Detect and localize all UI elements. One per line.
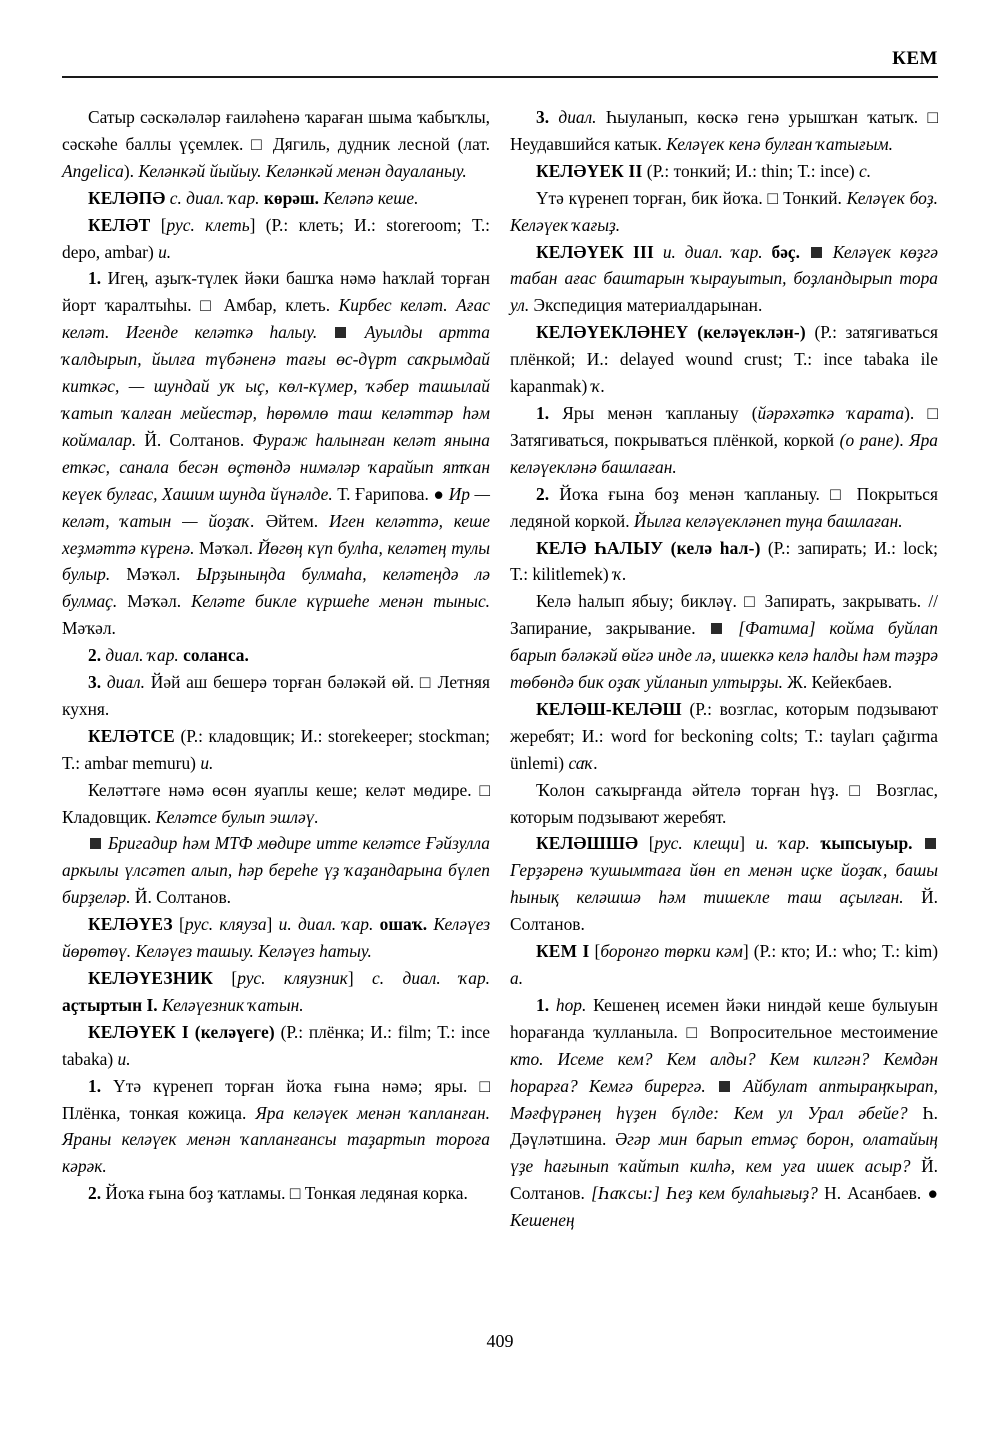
entry-block-kelauek1-2: 2. Йоҡа ғына боҙ ҡатламы. □ Тонкая ледяная корка.	[88, 1183, 468, 1204]
entry-block-kelash-kelash-body: Ҡолон саҡырғанда әйтелә торған һүҙ. □ Возглас, которым подзывают жеребят.	[510, 779, 938, 827]
entry-block-kelashsha: КЕЛӘШШӘ [рус. клещи] и. ҡар. ҡыпсыуыр. Герҙәренә ҡушымтаға йөн еп менән иҫке йоҙаҡ, башы һынық келәшшә һәм тишекле таш аҫылған. Й. Солтанов.	[510, 833, 938, 935]
folio	[0, 1330, 1000, 1352]
entry-block-kelat-3: 3. диал. Йәй аш бешерә торған бәләкәй өй. □ Летняя кухня.	[62, 672, 490, 719]
entry-block-kelatse-head: КЕЛӘТСЕ (Р.: кладовщик; И.: storekeeper; stockman; Т.: ambar memuru) и.	[62, 725, 490, 773]
entry-block-kelauek2-body: Үтә күренеп торған, бик йоҡа. □ Тонкий. Келәүек боҙ. Келәүек ҡағыҙ.	[510, 187, 938, 235]
entry-block-kelankay-tail: Сатыр сәскәләләр ғаиләһенә ҡараған шыма ҡабыҡлы, сәскәһе баллы үҫемлек. □ Дягиль, дудник лесной (лат. Angelica). Келәнкәй йыйыу. Келәнкәй менән дауаланыу.	[62, 107, 491, 181]
entry-block-kem1-1: 1. һор. Кешенең исемен йәки ниндәй кеше булыуын һорағанда ҡулланыла. □ Вопросительное местоимение кто. Исеме кем? Кем алды? Кем килгән? Кемдән һорарға? Кемгә бирергә. Айбулат аптыраңҡырап, Мәғфүрәнең һүҙен бүлде: Кем ул Урал әбейе? Һ. Дәүләтшина. Әгәр мин барып етмәҫ борон, олатайың үҙе һағынып ҡайтып килһә, кем уға ишек асыр? Й. Солтанов. [Һаҡсы:] Һеҙ кем булаһығыҙ? Н. Асанбаев. ● Кешенең	[510, 994, 939, 1231]
running-head: КЕМ	[892, 48, 938, 69]
entry-block-kelat-head: КЕЛӘТ [рус. клеть] (Р.: клеть; И.: storeroom; Т.: depo, ambar) и.	[62, 214, 491, 262]
text-columns	[62, 104, 938, 1234]
entry-block-kem1-head: КЕМ I [боронғо төрки кәм] (Р.: кто; И.: who; Т.: kim) а.	[510, 941, 939, 988]
entry-block-kelatse-cite: Бригадир һәм МТФ мөдире итте келәтсе Ғәйзулла аркылы үлсәтеп алып, һәр береһе үҙ ҡаҙандарына бүлеп бирҙеләр. Й. Солтанов.	[62, 833, 490, 908]
entry-block-kelaueklanau-2: 2. Йоҡа ғына боҙ менән ҡапланыу. □ Покрыться ледяной коркой. Йылға келәүекләнеп туңа башлаған.	[510, 483, 938, 531]
entry-block-kelauez: КЕЛӘҮЕЗ [рус. кляуза] и. диал. ҡар. ошаҡ. Келәүез йөрөтөү. Келәүез ташыу. Келәүез һатыу.	[62, 914, 491, 962]
entry-block-kelauek1-1: 1. Үтә күренеп торған йоҡа ғына нәмә; яры. □ Плёнка, тонкая кожица. Яра келәүек менән ҡапланған. Яраны келәүек менән ҡапланғансы таҙартып тороға кәрәк.	[62, 1075, 490, 1177]
entry-block-kelash-kelash-head: КЕЛӘШ-КЕЛӘШ (Р.: возглас, которым подзывают жеребят; И.: word for beckoning colts; Т.: tayları çağırma ünlemi) саҡ.	[510, 698, 938, 773]
entry-block-kelauek1-head: КЕЛӘҮЕК I (келәүеге) (Р.: плёнка; И.: film; Т.: ince tabaka) и.	[62, 1021, 490, 1069]
entry-block-kelatse-body: Келәттәге нәмә өсөн яуаплы кеше; келәт мөдире. □ Кладовщик. Келәтсе булып эшләү.	[62, 779, 490, 827]
entry-block-kelat-1: 1. Игең, аҙыҡ-түлек йәки башҡа нәмә һаҡлай торған йорт ҡаралтыһы. □ Амбар, клеть. Кирбес келәт. Ағас келәт. Игенде келәткә һалыу. Ауылды артта ҡалдырып, йылға түбәненә тағы өс-дүрт саҡрымдай киткәс, — шундай уҡ ыҫ, көл-күмер, ҡәбер ташылай ҡатып ҡалған мейестәр, һөрөмлө таш келәттәр һәм коймалар. Й. Солтанов. Фураж һалынған келәт янына еткәс, санала бесән өҫтөндә нимәләр ҡарайып ятҡан кеүек булғас, Хашим шунда йүнәлде. Т. Ғарипова. ● Ир — келәт, ҡатын — йоҙаҡ. Әйтем. Иген келәттә, кеше хеҙмәттә күренә. Мәҡәл. Йөгөң күп булһа, келәтең тулы булыр. Мәҡәл. Ырҙыныңда булмаһа, келәтеңдә лә булмаҫ. Мәҡәл. Келәте бикле күршеһе менән тыныс. Мәҡәл.	[62, 268, 491, 639]
entry-block-kela-halyu-body: Келә һалып ябыу; бикләү. □ Запирать, закрывать. // Запирание, закрывание. [Фатима] койма буйлап барып бәләкәй өйгә инде лә, ишеккә келә һалды һәм тәҙрә төбөндә бик оҙаҡ уйланып ултырҙы. Ж. Кейекбаев.	[510, 591, 939, 693]
entry-block-kelaueklanau-1: 1. Яры менән ҡапланыу (йәрәхәткә ҡарата). □ Затягиваться, покрываться плёнкой, коркой (о ране). Яра келәүекләнә башлаған.	[510, 402, 938, 477]
entry-block-kelauek2-head: КЕЛӘҮЕК II (Р.: тонкий; И.: thin; Т.: ince) с.	[536, 160, 872, 181]
entry-block-kelat-2: 2. диал. ҡар. соланса.	[88, 645, 249, 666]
page-number: 409	[486, 1331, 514, 1351]
left-column	[62, 104, 490, 1234]
entry-block-kelaueklanau-head: КЕЛӘҮЕКЛӘНЕҮ (келәүеклән-) (Р.: затягиваться плёнкой; И.: delayed wound crust; Т.: ince tabaka ile kapanmak) ҡ.	[510, 322, 938, 397]
entry-block-kelauek1-3: 3. диал. Һыуланып, көскә генә урышҡан ҡатыҡ. □ Неудавшийся катык. Келәүек кенә булған ҡатығым.	[510, 107, 938, 154]
header-rule	[62, 76, 938, 78]
right-column	[510, 104, 938, 1234]
page-header	[62, 48, 938, 88]
entry-block-kelauek3: КЕЛӘҮЕК III и. диал. ҡар. бәҫ. Келәүек көҙгә табан ағас баштарын ҡырауытып, боҙландырып тора ул. Экспедиция материалдарынан.	[510, 241, 938, 316]
entry-block-kelaueznik: КЕЛӘҮЕЗНИК [рус. кляузник] с. диал. ҡар. аҫтыртын I. Келәүезник ҡатын.	[62, 968, 491, 1015]
entry-block-kelapa: КЕЛӘПӘ с. диал. ҡар. көрәш. Келәпә кеше.	[88, 187, 419, 208]
entry-block-kela-halyu-head: КЕЛӘ ҺАЛЫУ (келә һал-) (Р.: запирать; И.: lock; Т.: kilitlemek) ҡ.	[510, 537, 939, 585]
